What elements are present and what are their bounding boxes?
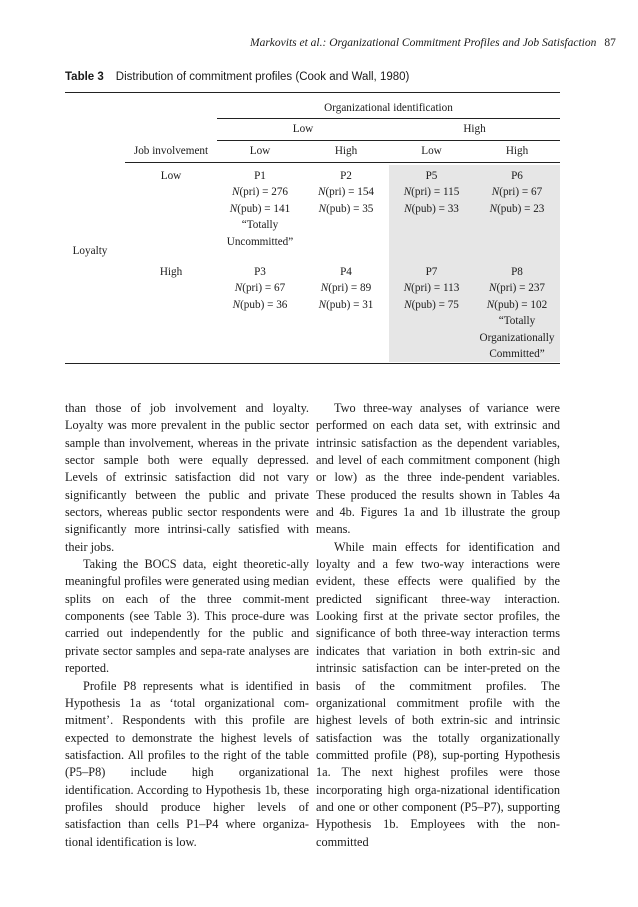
profile-name: P8 [511,266,523,278]
job-involvement-label: Job involvement [133,145,209,157]
profile-line: “Totally [498,315,536,328]
loyalty-high: High [159,266,183,278]
col-level-4: High [505,145,529,157]
paragraph: Two three-way analyses of variance were performed on each data set, with extrinsic and intrinsic satisfaction as the dependent variables, and level of each commitment component (high or low) as the three inde-pendent variables. These produced the results shown in Tables 4a and 4b. Figures 1a and 1b illustrate the group means. [316,401,560,537]
table-caption-text: Distribution of commitment profiles (Cook and Wall, 1980) [115,71,410,83]
profile-name: P1 [254,170,266,182]
profile-line: N(pri) = 276 [231,186,289,199]
profile-name: P4 [340,266,352,278]
profile-cell-p3 [217,264,303,313]
col-level-1: Low [249,145,271,157]
profile-line: N(pri) = 237 [488,282,546,295]
profile-cell-p7 [389,264,474,313]
table-top-rule [65,92,560,93]
profile-line: N(pri) = 67 [234,282,286,295]
profile-line: N(pri) = 67 [491,186,543,199]
col-level-2: High [334,145,358,157]
profile-line: N(pri) = 89 [320,282,372,295]
profile-cell-p8 [474,264,560,362]
level-rule [217,140,560,141]
running-title: Markovits et al.: Organizational Commitment Profiles and Job Satisfaction [250,37,597,49]
profile-name: P6 [511,170,523,182]
profile-name: P5 [425,170,438,182]
profile-cell-p5 [389,168,474,217]
paragraph: While main effects for identification and loyalty and a few two-way interactions were evident, these effects were qualified by the predicted significant three-way interaction. Looking first at the private sector profiles, the significance of both three-way interaction terms indicates that variation in both extrin-sic and intrinsic satisfaction can be inter-preted on the basis of the commitment profiles. The organizational commitment profile with the highest levels of both extrin-sic and intrinsic satisfaction was the totally organizationally committed profile (P8), sup-porting Hypothesis 1a. The next highest profiles were those incorporating high orga-nizational identification and one or other component (P5–P7), supporting Hypothesis 1b. Employees with the non-committed [316,539,560,849]
profile-line: N(pri) = 115 [403,186,460,199]
org-id-header: Organizational identification [324,102,453,114]
profile-line: Uncommitted” [226,235,294,248]
profile-cell-p1 [217,168,303,250]
profile-line: N(pub) = 23 [489,202,545,215]
paragraph: Taking the BOCS data, eight theoretic-ally meaningful profiles were generated using median splits on each of the three commit-ment components (see Table 3). This proce-dure was carried out independently for the public and private sector samples and sepa-rate analyses are reported. [65,557,309,676]
running-head [250,37,616,49]
paragraph: Profile P8 represents what is identified in Hypothesis 1a as ‘total organizational com-mitment’. Respondents with this profile are expected to demonstrate the highest levels of satisfaction. All profiles to the right of the table (P5–P8) include high organizational identification. According to Hypothesis 1b, these profiles should produce higher levels of satisfaction than cells P1–P4 where organiza-tional identification is low. [65,678,309,849]
profile-cell-p6 [474,168,560,217]
table-caption [65,71,585,83]
profile-line: N(pub) = 35 [318,202,374,215]
profile-line: N(pub) = 33 [404,202,459,215]
profile-line: “Totally [241,219,279,232]
profile-cell-p4 [303,264,389,313]
org-id-low: Low [292,123,314,135]
profile-line: N(pub) = 141 [229,202,291,215]
header-bottom-rule [125,162,560,163]
paragraph: than those of job involvement and loyalty. Loyalty was more prevalent in the public sector sample than involvement, whereas in the private sector sample both were equally depressed. Levels of extrinsic satisfaction did not vary significantly between the public and private sectors, whereas public sector respondents were significantly more intrinsi-cally satisfied with their jobs. [65,401,309,554]
col-level-3: Low [421,145,442,157]
profile-line: N(pri) = 113 [403,282,460,295]
loyalty-label: Loyalty [72,245,108,257]
loyalty-low: Low [160,170,182,182]
page-number: 87 [604,37,616,49]
profile-line: N(pub) = 75 [404,298,459,311]
profile-line: N(pri) = 154 [317,186,375,199]
profile-line: N(pub) = 36 [232,298,288,311]
profile-name: P7 [425,266,438,278]
profile-line: N(pub) = 102 [486,298,548,311]
profile-name: P3 [254,266,266,278]
org-id-rule [217,118,560,119]
table-bottom-rule [65,363,560,364]
profile-cell-p2 [303,168,389,217]
org-id-high: High [463,123,486,135]
profile-name: P2 [340,170,352,182]
table-label: Table 3 [65,71,104,83]
profile-line: N(pub) = 31 [318,298,374,311]
profile-line: Organizationally [479,331,555,344]
body-left-column [65,400,309,851]
body-right-column [316,400,560,851]
profile-line: Committed” [489,348,545,361]
